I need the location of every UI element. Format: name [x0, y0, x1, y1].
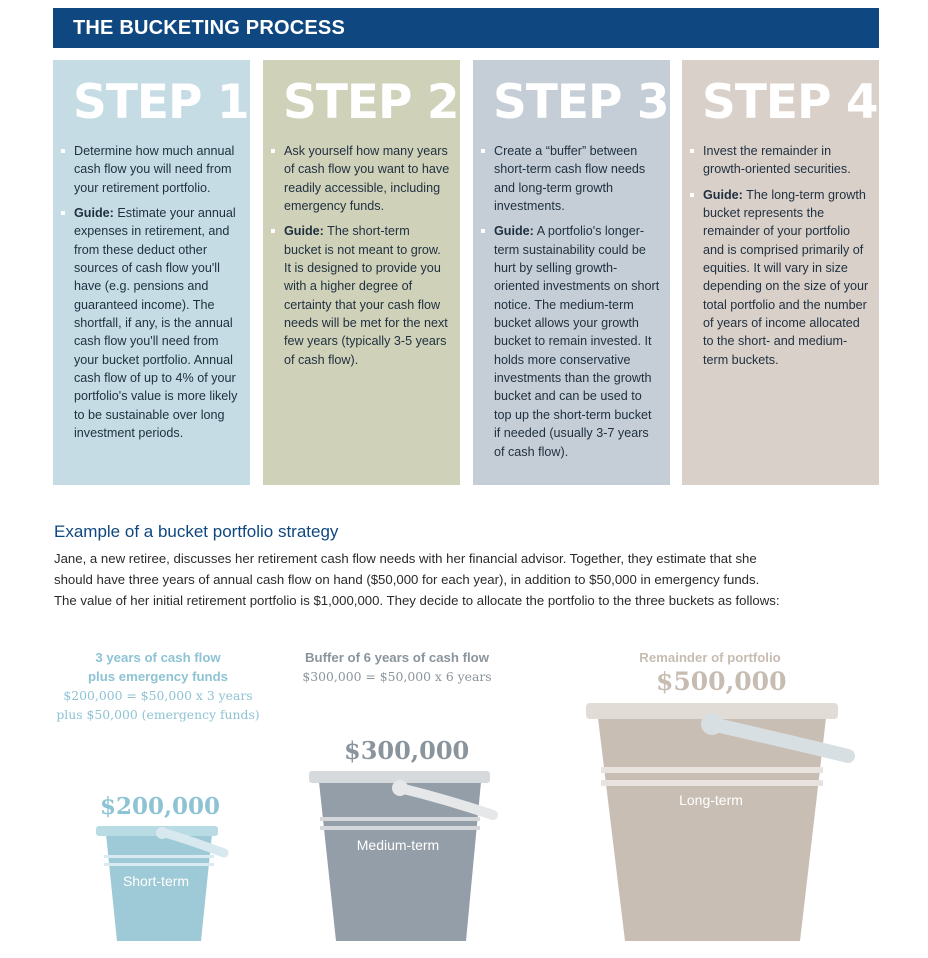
step-4-bullet-1-text: Invest the remainder in growth-oriented securities.	[703, 144, 851, 177]
step-3-bullet-2-text: A portfolio's longer-term sustainability could be hurt by selling growth-oriented investments on short notice. The medium-term bucket allows your growth bucket to remain invested. It holds more conservative investments than the growth bucket and can be used to top up the short-term bucket if needed (usually 3-7 years of cash flow).	[494, 224, 660, 459]
long-term-title-line-1: Remainder of portfolio	[639, 650, 781, 665]
step-1-bullet-1-text: Determine how much annual cash flow you will need from your retirement portfolio.	[74, 144, 235, 195]
short-term-title	[58, 648, 258, 686]
guide-label: Guide:	[494, 224, 534, 239]
medium-term-calc-line-1: $300,000 = $50,000 x 6 years	[302, 669, 492, 684]
short-term-title-line-1: 3 years of cash flow	[95, 650, 221, 665]
medium-term-title	[297, 648, 497, 667]
example-line-1: Jane, a new retiree, discusses her retirement cash flow needs with her financial advisor. Together, they estimate that she	[54, 551, 757, 566]
guide-label: Guide:	[703, 187, 743, 202]
long-term-label: Long-term	[679, 792, 743, 808]
medium-term-amount: $300,000	[344, 736, 470, 765]
guide-label: Guide:	[74, 206, 114, 221]
short-term-amount: $200,000	[100, 793, 221, 820]
medium-term-bucket-icon	[309, 771, 493, 941]
example-heading: Example of a bucket portfolio strategy	[54, 522, 339, 541]
step-4-title: STEP 4	[702, 75, 878, 130]
long-term-amount: $500,000	[656, 667, 787, 696]
long-term-bucket-icon	[586, 703, 848, 941]
step-4-bullet-2-text: The long-term growth bucket represents the remainder of your portfolio and is comprised primarily of equities. It will vary in size depending on the size of your total portfolio and the number of years of income allocated to the short- and medium-term buckets.	[703, 187, 869, 367]
example-line-3: The value of her initial retirement portfolio is $1,000,000. They decide to allocate the portfolio to the three buckets as follows:	[54, 593, 780, 608]
step-3-title: STEP 3	[493, 75, 669, 130]
step-1-bullet-2-text: Estimate your annual expenses in retirement, and from these deduct other sources of cash flow you'll have (e.g. pensions and guaranteed income). The shortfall, if any, is the annual cash flow you'll need from your bucket portfolio. Annual cash flow of up to 4% of your portfolio's value is more likely to be sustainable over long investment periods.	[74, 206, 238, 441]
step-3-bullet-1-text: Create a “buffer” between short-term cash flow needs and long-term growth investments.	[494, 144, 646, 214]
short-term-calc-line-2: plus $50,000 (emergency funds)	[56, 707, 260, 722]
short-term-calculation	[48, 686, 268, 724]
long-term-title	[610, 648, 810, 667]
short-term-title-line-2: plus emergency funds	[88, 669, 228, 684]
banner-title: THE BUCKETING PROCESS	[73, 17, 346, 39]
medium-term-calculation	[287, 667, 507, 686]
short-term-label: Short-term	[122, 873, 190, 889]
medium-term-title-line-1: Buffer of 6 years of cash flow	[305, 650, 489, 665]
step-1-title: STEP 1	[73, 75, 249, 130]
step-2-bullet-1-text: Ask yourself how many years of cash flow you want to have readily accessible, including emergency funds.	[284, 144, 450, 214]
short-term-calc-line-1: $200,000 = $50,000 x 3 years	[63, 688, 253, 703]
example-line-2: should have three years of annual cash flow on hand ($50,000 for each year), in addition to $50,000 in emergency funds.	[54, 572, 760, 587]
guide-label: Guide:	[284, 224, 324, 239]
medium-term-label: Medium-term	[356, 837, 440, 853]
step-2-title: STEP 2	[283, 75, 459, 130]
step-2-bullet-2-text: The short-term bucket is not meant to grow. It is designed to provide you with a higher degree of certainty that your cash flow needs will be met for the next few years (typically 3-5 years of cash flow).	[284, 224, 448, 367]
